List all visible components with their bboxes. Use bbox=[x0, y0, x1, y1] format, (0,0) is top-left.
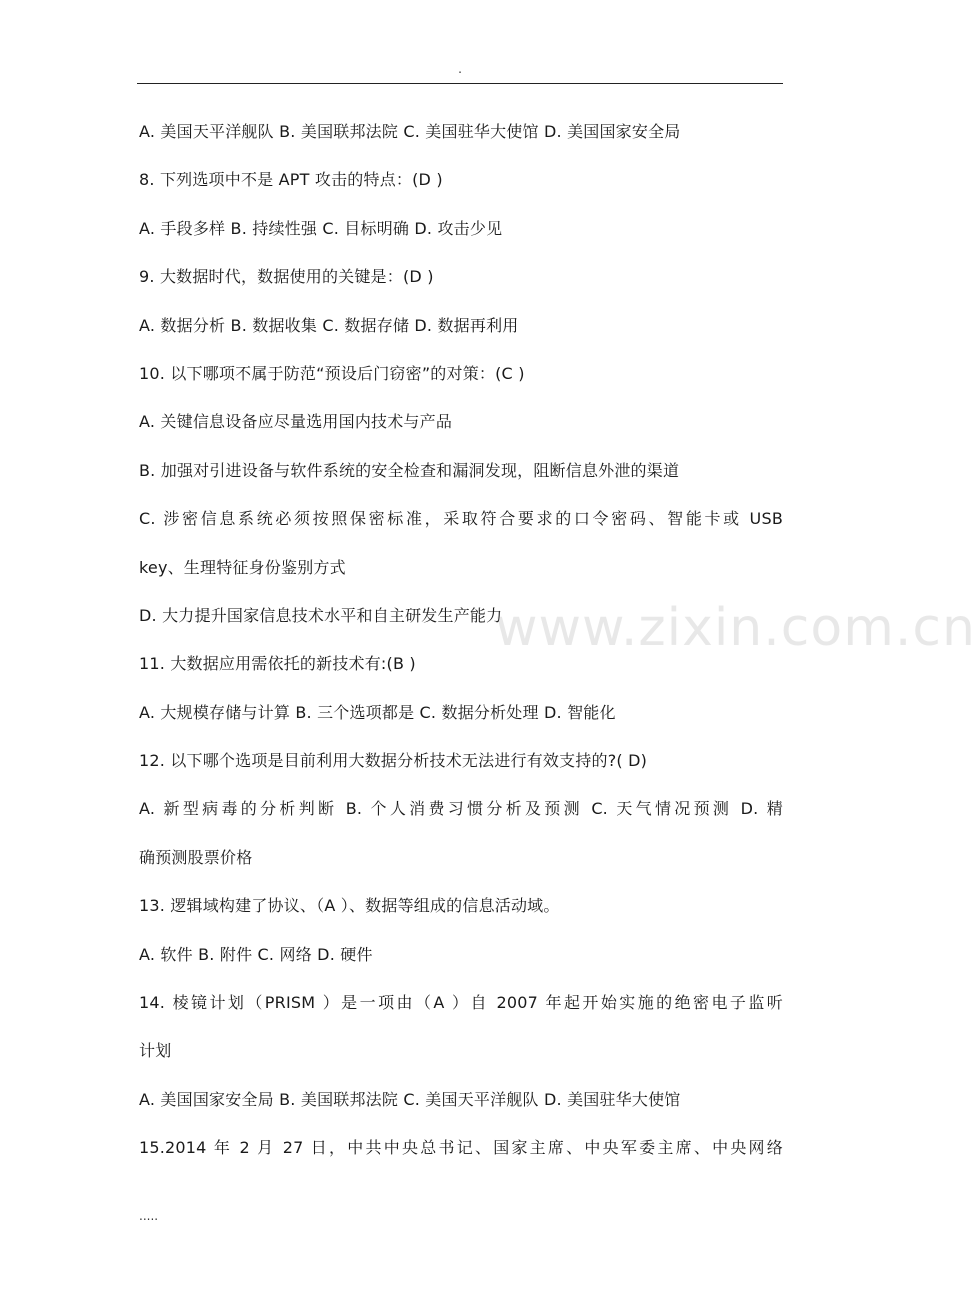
page-header-dot: . bbox=[458, 62, 462, 76]
page-footer-dots: ..... bbox=[139, 1209, 159, 1223]
options-line: A. 美国国家安全局 B. 美国联邦法院 C. 美国天平洋舰队 D. 美国驻华大使馆 bbox=[139, 1089, 681, 1109]
options-line: A. 软件 B. 附件 C. 网络 D. 硬件 bbox=[139, 944, 373, 964]
question-line: 11. 大数据应用需依托的新技术有:(B ) bbox=[139, 654, 416, 674]
question-line: 13. 逻辑域构建了协议、（A ）、数据等组成的信息活动域。 bbox=[139, 896, 560, 916]
question-line: 14. 棱镜计划（PRISM ）是一项由（A ）自 2007 年起开始实施的绝密电子监听 bbox=[139, 993, 783, 1013]
options-line-continued: 确预测股票价格 bbox=[139, 847, 253, 867]
question-line: 8. 下列选项中不是 APT 攻击的特点：(D ) bbox=[139, 170, 443, 190]
options-line: B. 加强对引进设备与软件系统的安全检查和漏洞发现，阻断信息外泄的渠道 bbox=[139, 460, 680, 480]
question-line-continued: 计划 bbox=[139, 1041, 172, 1061]
options-line: C. 涉密信息系统必须按照保密标准，采取符合要求的口令密码、智能卡或 USB bbox=[139, 509, 783, 529]
options-line: A. 关键信息设备应尽量选用国内技术与产品 bbox=[139, 412, 453, 432]
options-line: A. 新型病毒的分析判断 B. 个人消费习惯分析及预测 C. 天气情况预测 D. 精 bbox=[139, 799, 783, 819]
question-line: 10. 以下哪项不属于防范“预设后门窃密”的对策：(C ) bbox=[139, 363, 525, 383]
header-rule bbox=[137, 83, 783, 84]
options-line: D. 大力提升国家信息技术水平和自主研发生产能力 bbox=[139, 605, 503, 625]
question-line: 9. 大数据时代，数据使用的关键是：(D ) bbox=[139, 267, 434, 287]
question-line: 15.2014 年 2 月 27 日，中共中央总书记、国家主席、中央军委主席、中央网络 bbox=[139, 1138, 783, 1158]
document-body bbox=[139, 108, 783, 1173]
question-line: 12. 以下哪个选项是目前利用大数据分析技术无法进行有效支持的?( D) bbox=[139, 751, 648, 771]
options-line: A. 大规模存储与计算 B. 三个选项都是 C. 数据分析处理 D. 智能化 bbox=[139, 702, 616, 722]
options-line-continued: key、生理特征身份鉴别方式 bbox=[139, 557, 346, 577]
text-line: A. 美国天平洋舰队 B. 美国联邦法院 C. 美国驻华大使馆 D. 美国国家安全局 bbox=[139, 122, 681, 141]
watermark: www.zixin.com.cn bbox=[495, 598, 976, 658]
options-line: A. 手段多样 B. 持续性强 C. 目标明确 D. 攻击少见 bbox=[139, 218, 503, 238]
options-line: A. 数据分析 B. 数据收集 C. 数据存储 D. 数据再利用 bbox=[139, 315, 519, 335]
